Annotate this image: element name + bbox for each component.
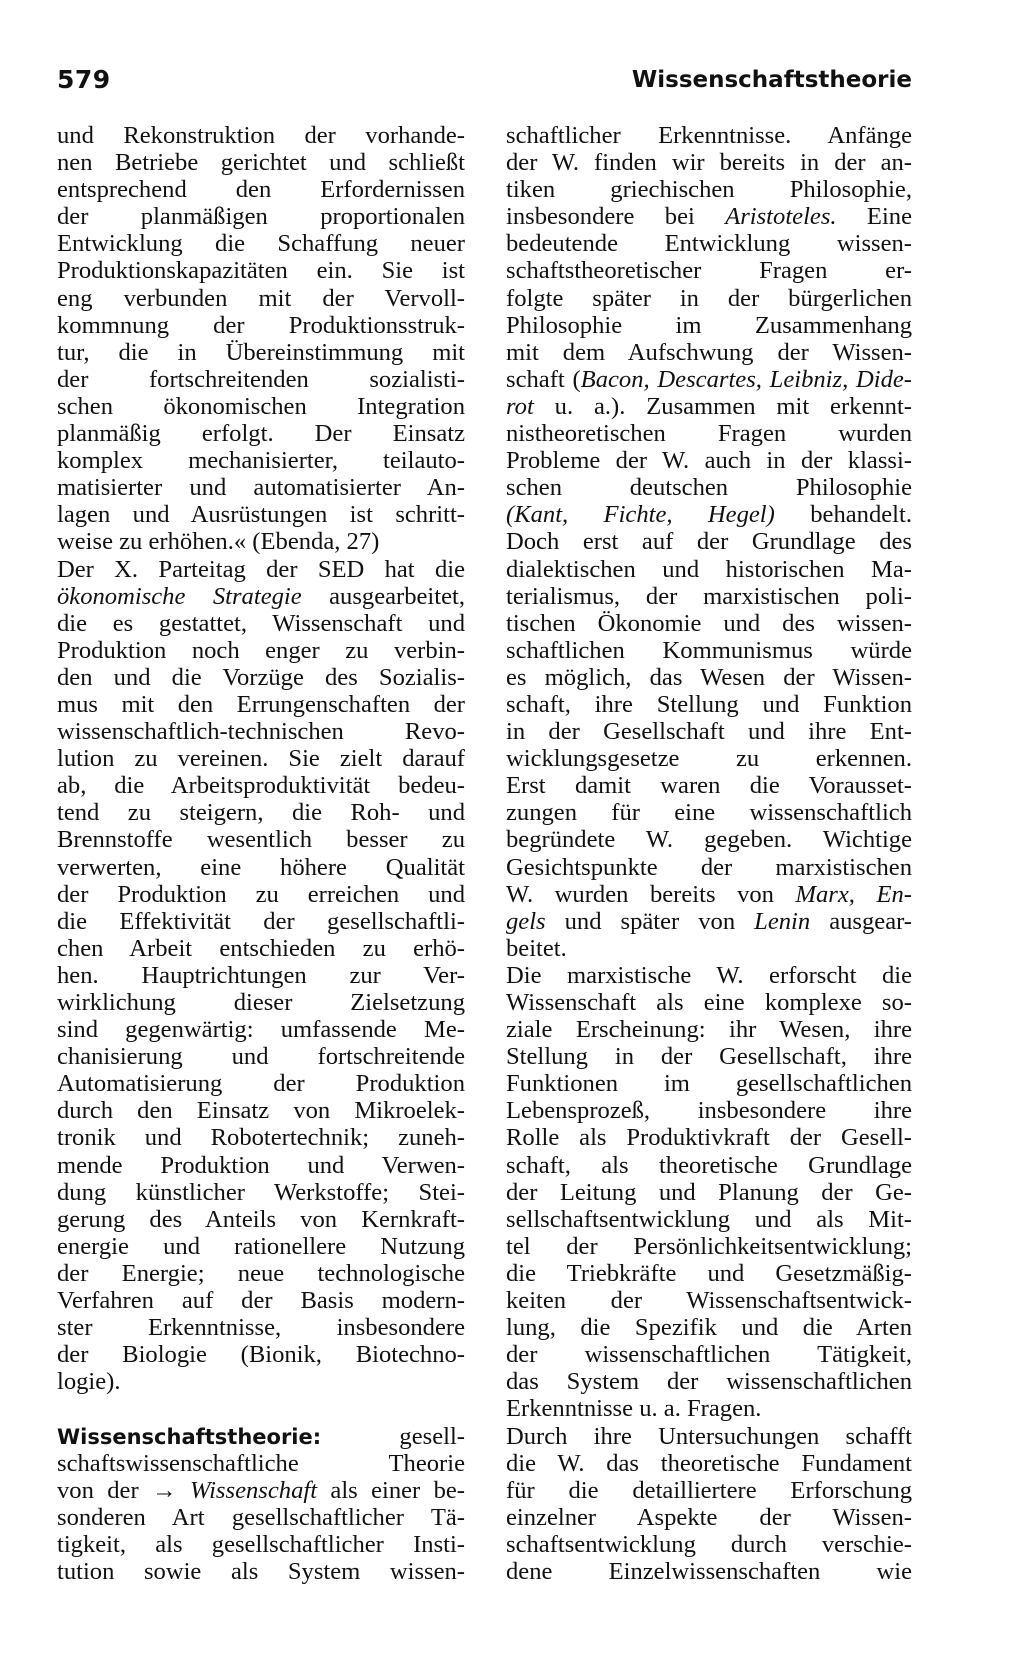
text-line: das System der wissenschaftlichen <box>506 1368 912 1396</box>
text-line: durch den Einsatz von Mikroelek- <box>57 1097 465 1125</box>
text-line: dene Einzelwissenschaften wie <box>506 1557 912 1585</box>
text-line: Philosophie im Zusammenhang <box>506 311 912 339</box>
text-line: nen Betriebe gerichtet und schließt <box>57 149 465 177</box>
text-line: begründete W. gegeben. Wichtige <box>506 826 912 854</box>
text-line: Erkenntnisse u. a. Fragen. <box>506 1395 762 1423</box>
person-name: (Kant, Fichte, Hegel) <box>506 501 775 529</box>
person-name: gels <box>506 907 546 935</box>
text-fragment: von der <box>57 1476 153 1504</box>
text-line: terialismus, der marxistischen poli- <box>506 582 912 610</box>
text-line: chanisierung und fortschreitende <box>57 1043 465 1071</box>
text-line: eng verbunden mit der Vervoll- <box>57 284 465 312</box>
text-line: chen Arbeit entschieden zu erhö- <box>57 934 465 962</box>
text-line <box>506 203 912 230</box>
text-line: lagen und Ausrüstungen ist schritt- <box>57 501 465 529</box>
text-line: lution zu vereinen. Sie zielt darauf <box>57 745 465 773</box>
text-line: beitet. <box>506 934 567 962</box>
text-line: schaftswissenschaftliche Theorie <box>57 1449 465 1477</box>
text-line: Gesichtspunkte der marxistischen <box>506 853 912 881</box>
text-line: dialektischen und historischen Ma- <box>506 555 912 583</box>
entry-headword: Wissenschaftstheorie: <box>57 1424 322 1449</box>
text-line: tution sowie als System wissen- <box>57 1557 465 1585</box>
text-line: für die detailliertere Erforschung <box>506 1476 912 1504</box>
text-line: mus mit den Errungenschaften der <box>57 690 465 718</box>
text-fragment: insbesondere bei <box>506 203 726 231</box>
text-line: Verfahren auf der Basis modern- <box>57 1287 465 1315</box>
text-line: Doch erst auf der Grundlage des <box>506 528 912 556</box>
text-fragment: behandelt. <box>774 501 912 529</box>
running-head: Wissenschaftstheorie <box>631 67 912 93</box>
text-line: sonderen Art gesellschaftlicher Tä- <box>57 1503 465 1531</box>
paragraph-gap <box>57 1395 465 1422</box>
text-line: tronik und Robotertechnik; zuneh- <box>57 1124 465 1152</box>
text-line: entsprechend den Erfordernissen <box>57 176 465 204</box>
text-line: ziale Erscheinung: ihr Wesen, ihre <box>506 1016 912 1044</box>
text-line: verwerten, eine höhere Qualität <box>57 853 465 881</box>
text-line: Die marxistische W. erforscht die <box>506 961 912 989</box>
text-line: Lebensprozeß, insbesondere ihre <box>506 1097 912 1125</box>
text-line: tur, die in Übereinstimmung mit <box>57 338 465 366</box>
text-line: wicklungsgesetze zu erkennen. <box>506 745 912 773</box>
text-line <box>506 881 912 908</box>
text-line: in der Gesellschaft und ihre Ent- <box>506 718 912 746</box>
text-line: Rolle als Produktivkraft der Gesell- <box>506 1124 912 1152</box>
text-line: wissenschaftlich-technischen Revo- <box>57 718 465 746</box>
text-fragment: und später von <box>545 907 755 935</box>
text-line: Der X. Parteitag der SED hat die <box>57 555 465 583</box>
text-line: komplex mechanisierter, teilauto- <box>57 447 465 475</box>
text-line: und Rekonstruktion der vorhande- <box>57 122 465 149</box>
text-line: Produktion noch enger zu verbin- <box>57 636 465 664</box>
text-line: tend zu steigern, die Roh- und <box>57 799 465 827</box>
text-line: Probleme der W. auch in der klassi- <box>506 447 912 475</box>
text-line: matisierter und automatisierter An- <box>57 474 465 502</box>
text-line: schaftsentwicklung durch verschie- <box>506 1530 912 1558</box>
text-line: schaftlicher Erkenntnisse. Anfänge <box>506 122 912 149</box>
text-line <box>506 501 912 528</box>
text-line: mende Produktion und Verwen- <box>57 1151 465 1179</box>
text-line: zungen für eine wissenschaftlich <box>506 799 912 827</box>
text-line: der Produktion zu erreichen und <box>57 880 465 908</box>
text-line: die W. das theoretische Fundament <box>506 1449 912 1477</box>
text-line: der Leitung und Planung der Ge- <box>506 1178 912 1206</box>
text-line: der Biologie (Bionik, Biotechno- <box>57 1341 465 1369</box>
page-number: 579 <box>57 65 111 94</box>
text-fragment: gesell- <box>321 1422 465 1450</box>
text-line: schaftstheoretischer Fragen er- <box>506 257 912 285</box>
person-name: Lenin <box>754 907 811 935</box>
text-line: Produktionskapazitäten ein. Sie ist <box>57 257 465 285</box>
person-name: Bacon, Descartes, Leibniz, Dide- <box>580 365 912 393</box>
text-line: lung, die Spezifik und die Arten <box>506 1314 912 1342</box>
left-column <box>57 122 465 1585</box>
text-line: ab, die Arbeitsproduktivität bedeu- <box>57 772 465 800</box>
text-line: die es gestattet, Wissenschaft und <box>57 609 465 637</box>
text-fragment: als einer be- <box>317 1476 465 1504</box>
right-column <box>506 122 912 1585</box>
text-fragment: schaft ( <box>506 365 581 393</box>
text-line: Entwicklung die Schaffung neuer <box>57 230 465 258</box>
text-line: tischen Ökonomie und des wissen- <box>506 609 912 637</box>
person-name: Aristoteles. <box>725 203 837 231</box>
text-line: Erst damit waren die Vorausset- <box>506 772 912 800</box>
text-line: den und die Vorzüge des Sozialis- <box>57 663 465 691</box>
text-line: mit dem Aufschwung der Wissen- <box>506 338 912 366</box>
text-line: Funktionen im gesellschaftlichen <box>506 1070 912 1098</box>
text-fragment: W. wurden bereits von <box>506 880 796 908</box>
text-line <box>506 393 912 420</box>
text-fragment: ausgear- <box>810 907 912 935</box>
text-line: nistheoretischen Fragen wurden <box>506 420 912 448</box>
text-line: tiken griechischen Philosophie, <box>506 176 912 204</box>
text-line: Durch ihre Untersuchungen schafft <box>506 1422 912 1450</box>
text-line: der Energie; neue technologische <box>57 1259 465 1287</box>
text-line: weise zu erhöhen.« (Ebenda, 27) <box>57 528 380 556</box>
text-line: folgte später in der bürgerlichen <box>506 284 912 312</box>
text-line <box>506 908 912 935</box>
text-line: Automatisierung der Produktion <box>57 1070 465 1098</box>
text-line: schaft, ihre Stellung und Funktion <box>506 690 912 718</box>
person-name: rot <box>506 392 534 420</box>
text-line: sellschaftsentwicklung und als Mit- <box>506 1205 912 1233</box>
entry-first-line <box>57 1423 465 1450</box>
text-line: Stellung in der Gesellschaft, ihre <box>506 1043 912 1071</box>
text-line: Wissenschaft als eine komplexe so- <box>506 989 912 1016</box>
text-line: wirklichung dieser Zielsetzung <box>57 989 465 1016</box>
arrow-icon: → <box>152 1476 177 1504</box>
text-line: der wissenschaftlichen Tätigkeit, <box>506 1341 912 1369</box>
text-line: hen. Hauptrichtungen zur Ver- <box>57 961 465 989</box>
text-line: schen deutschen Philosophie <box>506 474 912 502</box>
text-line: keiten der Wissenschaftsentwick- <box>506 1287 912 1315</box>
text-line: planmäßig erfolgt. Der Einsatz <box>57 420 465 448</box>
text-line: schaft, als theoretische Grundlage <box>506 1151 912 1179</box>
text-line: es möglich, das Wesen der Wissen- <box>506 663 912 691</box>
text-line: der W. finden wir bereits in der an- <box>506 149 912 177</box>
text-line: gerung des Anteils von Kernkraft- <box>57 1205 465 1233</box>
text-line: energie und rationellere Nutzung <box>57 1232 465 1260</box>
text-fragment: u. a.). Zusammen mit erkennt- <box>533 392 912 420</box>
text-line: sind gegenwärtig: umfassende Me- <box>57 1016 465 1044</box>
text-line: dung künstlicher Werkstoffe; Stei- <box>57 1178 465 1206</box>
text-line: logie). <box>57 1368 121 1396</box>
text-fragment: Eine <box>836 203 912 231</box>
text-line: schaftlichen Kommunismus würde <box>506 636 912 664</box>
text-line: der fortschreitenden sozialisti- <box>57 365 465 393</box>
text-line: bedeutende Entwicklung wissen- <box>506 230 912 258</box>
text-line: schen ökonomischen Integration <box>57 392 465 420</box>
cross-reference: ökonomische Strategie <box>57 582 302 610</box>
text-line: tigkeit, als gesellschaftlicher Insti- <box>57 1530 465 1558</box>
text-line <box>57 583 465 610</box>
cross-reference: Wissenschaft <box>189 1476 318 1504</box>
text-line: kommnung der Produktionsstruk- <box>57 311 465 339</box>
text-line: Brennstoffe wesentlich besser zu <box>57 826 465 854</box>
text-line <box>57 1477 465 1504</box>
text-line: die Effektivität der gesellschaftli- <box>57 907 465 935</box>
text-line: einzelner Aspekte der Wissen- <box>506 1503 912 1531</box>
text-line: ster Erkenntnisse, insbesondere <box>57 1314 465 1342</box>
text-line: tel der Persönlichkeitsentwicklung; <box>506 1232 912 1260</box>
text-line: die Triebkräfte und Gesetzmäßig- <box>506 1259 912 1287</box>
text-line: der planmäßigen proportionalen <box>57 203 465 231</box>
text-fragment: ausgearbeitet, <box>301 582 465 610</box>
text-line <box>506 366 912 393</box>
person-name: Marx, En- <box>795 880 912 908</box>
